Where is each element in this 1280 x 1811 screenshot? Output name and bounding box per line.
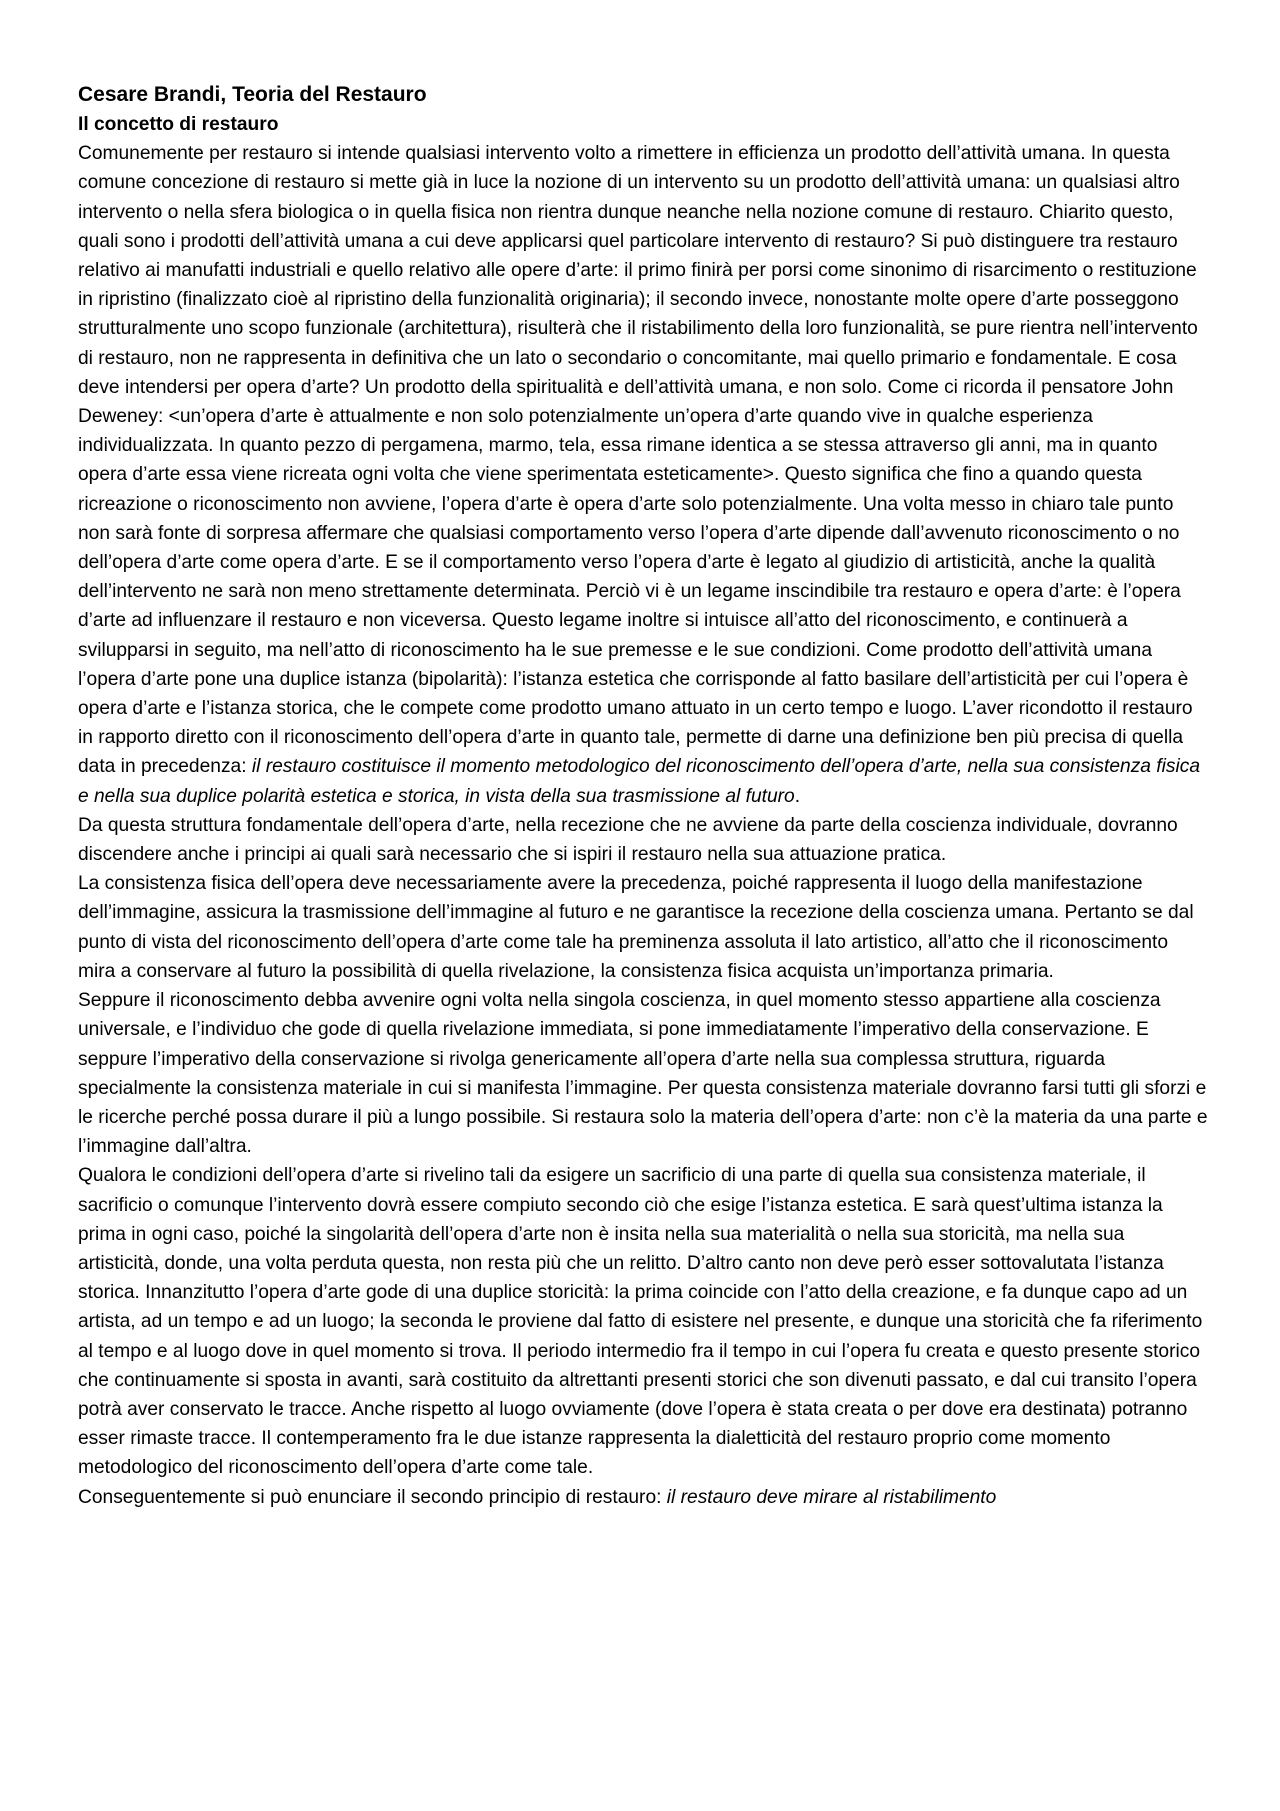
paragraph-3 [78, 869, 1208, 986]
paragraph-text: Seppure il riconoscimento debba avvenire ogni volta nella singola coscienza, in quel momento stesso appartiene alla coscienza universale, e l’individuo che gode di quella rivelazione immediata, si pone immediatamente l’imperativo della conservazione. E seppure l’imperativo della conservazione si rivolga genericamente all’opera d’arte nella sua complessa struttura, riguarda specialmente la consistenza materiale in cui si manifesta l’immagine. Per questa consistenza materiale dovranno farsi tutti gli sforzi e le ricerche perché possa durare il più a lungo possibile. Si restaura solo la materia dell’opera d’arte: non c’è la materia da una parte e l’immagine dall’altra. [78, 990, 1208, 1158]
paragraph-text: Qualora le condizioni dell’opera d’arte si rivelino tali da esigere un sacrificio di una parte di quella sua consistenza materiale, il sacrificio o comunque l’intervento dovrà essere compiuto secondo ciò che esige l’istanza estetica. E sarà quest’ultima istanza la prima in ogni caso, poiché la singolarità dell’opera d’arte non è insita nella sua materialità o nella sua storicità, ma nella sua artisticità, donde, una volta perduta questa, non resta più che un relitto. D’altro canto non deve però esser sottovalutata l’istanza storica. Innanzitutto l’opera d’arte gode di una duplice storicità: la prima coincide con l’atto della creazione, e fa dunque capo ad un artista, ad un tempo e ad un luogo; la seconda le proviene dal fatto di esistere nel presente, e dunque una storicità che fa riferimento al tempo e al luogo dove in quel momento si trova. Il periodo intermedio fra il tempo in cui l’opera fu creata e questo presente storico che continuamente si sposta in avanti, sarà costituito da altrettanti presenti storici che son divenuti passato, e dal cui transito l’opera potrà aver conservato le tracce. Anche rispetto al luogo ovviamente (dove l’opera è stata creata o per dove era destinata) potranno esser rimaste tracce. Il contemperamento fra le due istanze rappresenta la dialetticità del restauro proprio come momento metodologico del riconoscimento dell’opera d’arte come tale. [78, 1165, 1203, 1479]
paragraph-text: Conseguentemente si può enunciare il secondo principio di restauro: [78, 1486, 667, 1508]
paragraph-italic-text: il restauro deve mirare al ristabilimento [666, 1486, 997, 1508]
paragraph-1 [78, 139, 1208, 811]
paragraph-4 [78, 986, 1208, 1161]
paragraph-text: Comunemente per restauro si intende qualsiasi intervento volto a rimettere in efficienza un prodotto dell’attività umana. In questa comune concezione di restauro si mette già in luce la nozione di un intervento su un prodotto dell’attività umana: un qualsiasi altro intervento o nella sfera biologica o in quella fisica non rientra dunque neanche nella nozione comune di restauro. Chiarito questo, quali sono i prodotti dell’attività umana a cui deve applicarsi quel particolare intervento di restauro? Si può distinguere tra restauro relativo ai manufatti industriali e quello relativo alle opere d’arte: il primo finirà per porsi come sinonimo di risarcimento o restituzione in ripristino (finalizzato cioè al ripristino della funzionalità originaria); il secondo invece, nonostante molte opere d’arte posseggono strutturalmente uno scopo funzionale (architettura), risulterà che il ristabilimento della loro funzionalità, se pure rientra nell’intervento di restauro, non ne rappresenta in definitiva che un lato o secondario o concomitante, mai quello primario e fondamentale. E cosa deve intendersi per opera d’arte? Un prodotto della spiritualità e dell’attività umana, e non solo. Come ci ricorda il pensatore John Deweney: <un’opera d’arte è attualmente e non solo potenzialmente un’opera d’arte quando vive in qualche esperienza individualizzata. In quanto pezzo di pergamena, marmo, tela, essa rimane identica a se stessa attraverso gli anni, ma in quanto opera d’arte essa viene ricreata ogni volta che viene sperimentata esteticamente>. Questo significa che fino a quando questa ricreazione o riconoscimento non avviene, l’opera d’arte è opera d’arte solo potenzialmente. Una volta messo in chiaro tale punto non sarà fonte di sorpresa affermare che qualsiasi comportamento verso l’opera d’arte dipende dall’avvenuto riconoscimento o no dell’opera d’arte come opera d’arte. E se il comportamento verso l’opera d’arte è legato al giudizio di artisticità, anche la qualità dell’intervento ne sarà non meno strettamente determinata. Perciò vi è un legame inscindibile tra restauro e opera d’arte: è l’opera d’arte ad influenzare il restauro e non viceversa. Questo legame inoltre si intuisce all’atto del riconoscimento, e continuerà a svilupparsi in seguito, ma nell’atto di riconoscimento ha le sue premesse e le sue condizioni. Come prodotto dell’attività umana l’opera d’arte pone una duplice istanza (bipolarità): l’istanza estetica che corrisponde al fatto basilare dell’artisticità per cui l’opera è opera d’arte e l’istanza storica, che le compete come prodotto umano attuato in un certo tempo e luogo. L’aver ricondotto il restauro in rapporto diretto con il riconoscimento dell’opera d’arte in quanto tale, permette di darne una definizione ben più precisa di quella data in precedenza: [78, 143, 1198, 778]
paragraph-5 [78, 1161, 1208, 1482]
paragraph-2 [78, 811, 1208, 869]
paragraph-italic-text: il restauro costituisce il momento metodologico del riconoscimento dell’opera d’arte, nella sua consistenza fisica e nella sua duplice polarità estetica e storica, in vista della sua trasmissione al futuro [78, 756, 1201, 807]
paragraph-text: . [794, 785, 801, 807]
document-page [78, 80, 1208, 1512]
document-title: Cesare Brandi, Teoria del Restauro [78, 83, 427, 106]
paragraph-text: La consistenza fisica dell’opera deve necessariamente avere la precedenza, poiché rappresenta il luogo della manifestazione dell’immagine, assicura la trasmissione dell’immagine al futuro e ne garantisce la recezione della coscienza umana. Pertanto se dal punto di vista del riconoscimento dell’opera d’arte come tale ha preminenza assoluta il lato artistico, all’atto che il riconoscimento mira a conservare al futuro la possibilità di quella rivelazione, la consistenza fisica acquista un’importanza primaria. [78, 873, 1194, 982]
paragraph-text: Da questa struttura fondamentale dell’opera d’arte, nella recezione che ne avviene da parte della coscienza individuale, dovranno discendere anche i principi ai quali sarà necessario che si ispiri il restauro nella sua attuazione pratica. [78, 814, 1178, 866]
paragraph-6 [78, 1483, 1208, 1512]
section-title: Il concetto di restauro [78, 114, 279, 135]
